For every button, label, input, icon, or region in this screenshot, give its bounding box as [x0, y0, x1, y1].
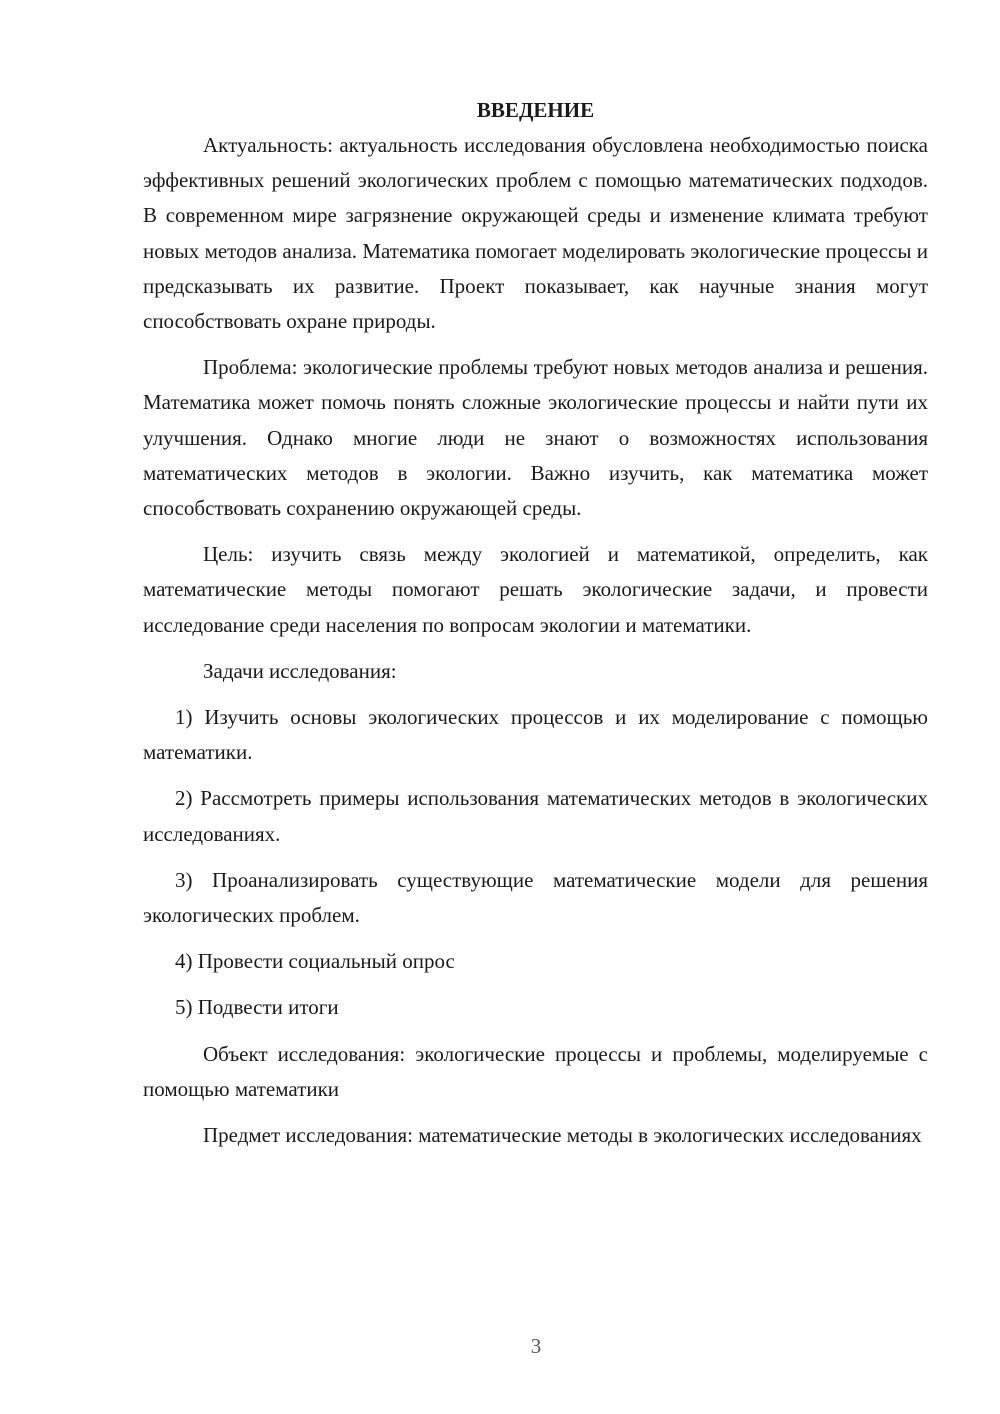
- section-title: ВВЕДЕНИЕ: [476, 98, 595, 122]
- paragraph-problem: Проблема: экологические проблемы требуют новых методов анализа и решения. Математика может помочь понять сложные экологические процессы и найти пути их улучшения. Однако многие люди не знают о возможностях использования математических методов в экологии. Важно изучить, как математика может способствовать сохранению окружающей среды.: [143, 355, 928, 521]
- paragraph-goal: Цель: изучить связь между экологией и математикой, определить, как математические методы помогают решать экологические задачи, и провести исследование среди населения по вопросам экологии и математики.: [143, 542, 928, 637]
- tasks-heading: Задачи исследования:: [203, 658, 397, 683]
- page-number: 3: [530, 1334, 542, 1358]
- task-item-2: 2) Рассмотреть примеры использования математических методов в экологических исследованиях.: [143, 786, 928, 846]
- paragraph-relevance: Актуальность: актуальность исследования обусловлена необходимостью поиска эффективных решений экологических проблем с помощью математических подходов. В современном мире загрязнение окружающей среды и изменение климата требуют новых методов анализа. Математика помогает моделировать экологические процессы и предсказывать их развитие. Проект показывает, как научные знания могут способствовать охране природы.: [143, 133, 928, 334]
- task-item-5: 5) Подвести итоги: [175, 995, 339, 1020]
- document-page: [143, 92, 928, 1153]
- paragraph-object: Объект исследования: экологические процессы и проблемы, моделируемые с помощью математики: [143, 1041, 928, 1101]
- task-item-1: 1) Изучить основы экологических процессов и их моделирование с помощью математики.: [143, 705, 928, 765]
- task-item-4: 4) Провести социальный опрос: [175, 949, 455, 974]
- task-item-3: 3) Проанализировать существующие математические модели для решения экологических проблем.: [143, 867, 928, 928]
- paragraph-subject: Предмет исследования: математические методы в экологических исследованиях: [203, 1123, 922, 1148]
